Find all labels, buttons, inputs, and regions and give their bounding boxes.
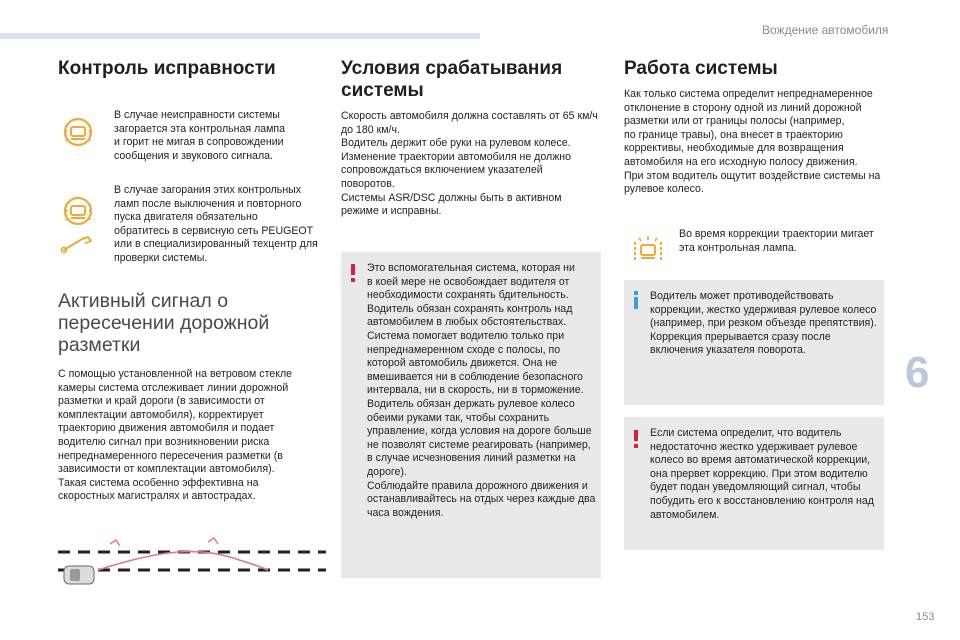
warning-text: Это вспомогательная система, которая ни в коей мере не освобождает водителя от необходимости сохранять бдительность. Водитель обязан сохранять контроль над автомобилем в любых обстоятельствах. Система помогает водителю только при непреднамеренном сходе с полосы, по которой автомобиль движется. Она не вмешивается ни в соблюдение безопасного интервала, ни в скорость, ни в торможение. Водитель обязан держать рулевое колесо обеими руками так, чтобы сохранить управление, когда условия на дороге больше не позволят системе реагировать (например, в случае исчезновения линий разметки на дороге). Соблюдайте правила дорожного движения и останавливайтесь на отдых через каждые два часа вождения. (367, 262, 596, 519)
info-text: Водитель может противодействовать коррекции, жестко удерживая рулевое колесо (например, при резком объезде препятствия). Коррекция прерывается сразу после включения указателя поворота. (650, 290, 877, 357)
section-title-conditions: Условия срабатывания системы (341, 58, 563, 101)
conditions-paragraph: Скорость автомобиля должна составлять от 65 км/ч до 180 км/ч. Водитель держит обе руки на рулевом колесе. Изменение траектории автомобиля не должно сопровождаться включением указателей поворотов. Системы ASR/DSC должны быть в активном режиме и исправны. (341, 110, 598, 218)
section-header: Вождение автомобиля (762, 23, 889, 37)
page-number: 153 (916, 611, 935, 623)
info-icon (634, 297, 638, 309)
header-bar (0, 33, 480, 39)
wrench-icon (58, 233, 98, 255)
lane-departure-paragraph: С помощью установленной на ветровом стекле камеры система отслеживает линии дорожной разметки и край дороги (в зависимости от комплектации автомобиля), корректирует траекторию движения автомобиля и подает водителю сигнал при возникновении риска непреднамеренного пересечения разметки (в зависимости от комплектации автомобиля). Такая система особенно эффективна на скоростных магистралях и автострадах. (58, 368, 293, 503)
service-paragraph: В случае загорания этих контрольных ламп после выключения и повторного пуска двигателя обязательно обратитесь в сервисную сеть PEUGEOT или в специализированный техцентр для проверки системы. (114, 184, 318, 264)
operation-paragraph: Как только система определит непреднамеренное отклонение в сторону одной из линий дорожной разметки или от границы полосы (например, по границе травы), она внесет в траекторию коррективы, необходимые для возвращения автомобиля на его исходную полосу движения. При этом водитель ощутит воздействие системы на рулевое колесо. (624, 88, 881, 196)
left-column (58, 58, 328, 80)
lane-warning-lamp-icon (58, 113, 98, 151)
warning-icon (351, 264, 355, 275)
subsection-title-lane-departure: Активный сигнал о пересечении дорожной разметки (58, 290, 270, 356)
warning-icon (634, 430, 638, 441)
lamp-note-text: Во время коррекции траектории мигает эта контрольная лампа. (679, 228, 874, 254)
lane-correction-lamp-icon (630, 234, 666, 266)
lane-warning-lamp-icon (58, 192, 98, 230)
warning-icon-dot (351, 278, 355, 282)
section-title-monitoring: Контроль исправности (58, 58, 276, 79)
chapter-number: 6 (905, 348, 930, 397)
fault-paragraph: В случае неисправности системы загорается эта контрольная лампа и горит не мигая в сопровождении сообщения и звукового сигнала. (114, 109, 286, 162)
section-title-operation: Работа системы (624, 58, 778, 79)
info-icon-dot (634, 291, 638, 295)
lane-illustration (58, 530, 326, 590)
warning-text-right: Если система определит, что водитель недостаточно жестко удерживает рулевое колесо во время автоматической коррекции, она прервет коррекцию. При этом водителю будет подан уведомляющий сигнал, чтобы побудить его к восстановлению контроля над автомобилем. (650, 427, 874, 521)
warning-icon-dot (634, 444, 638, 448)
